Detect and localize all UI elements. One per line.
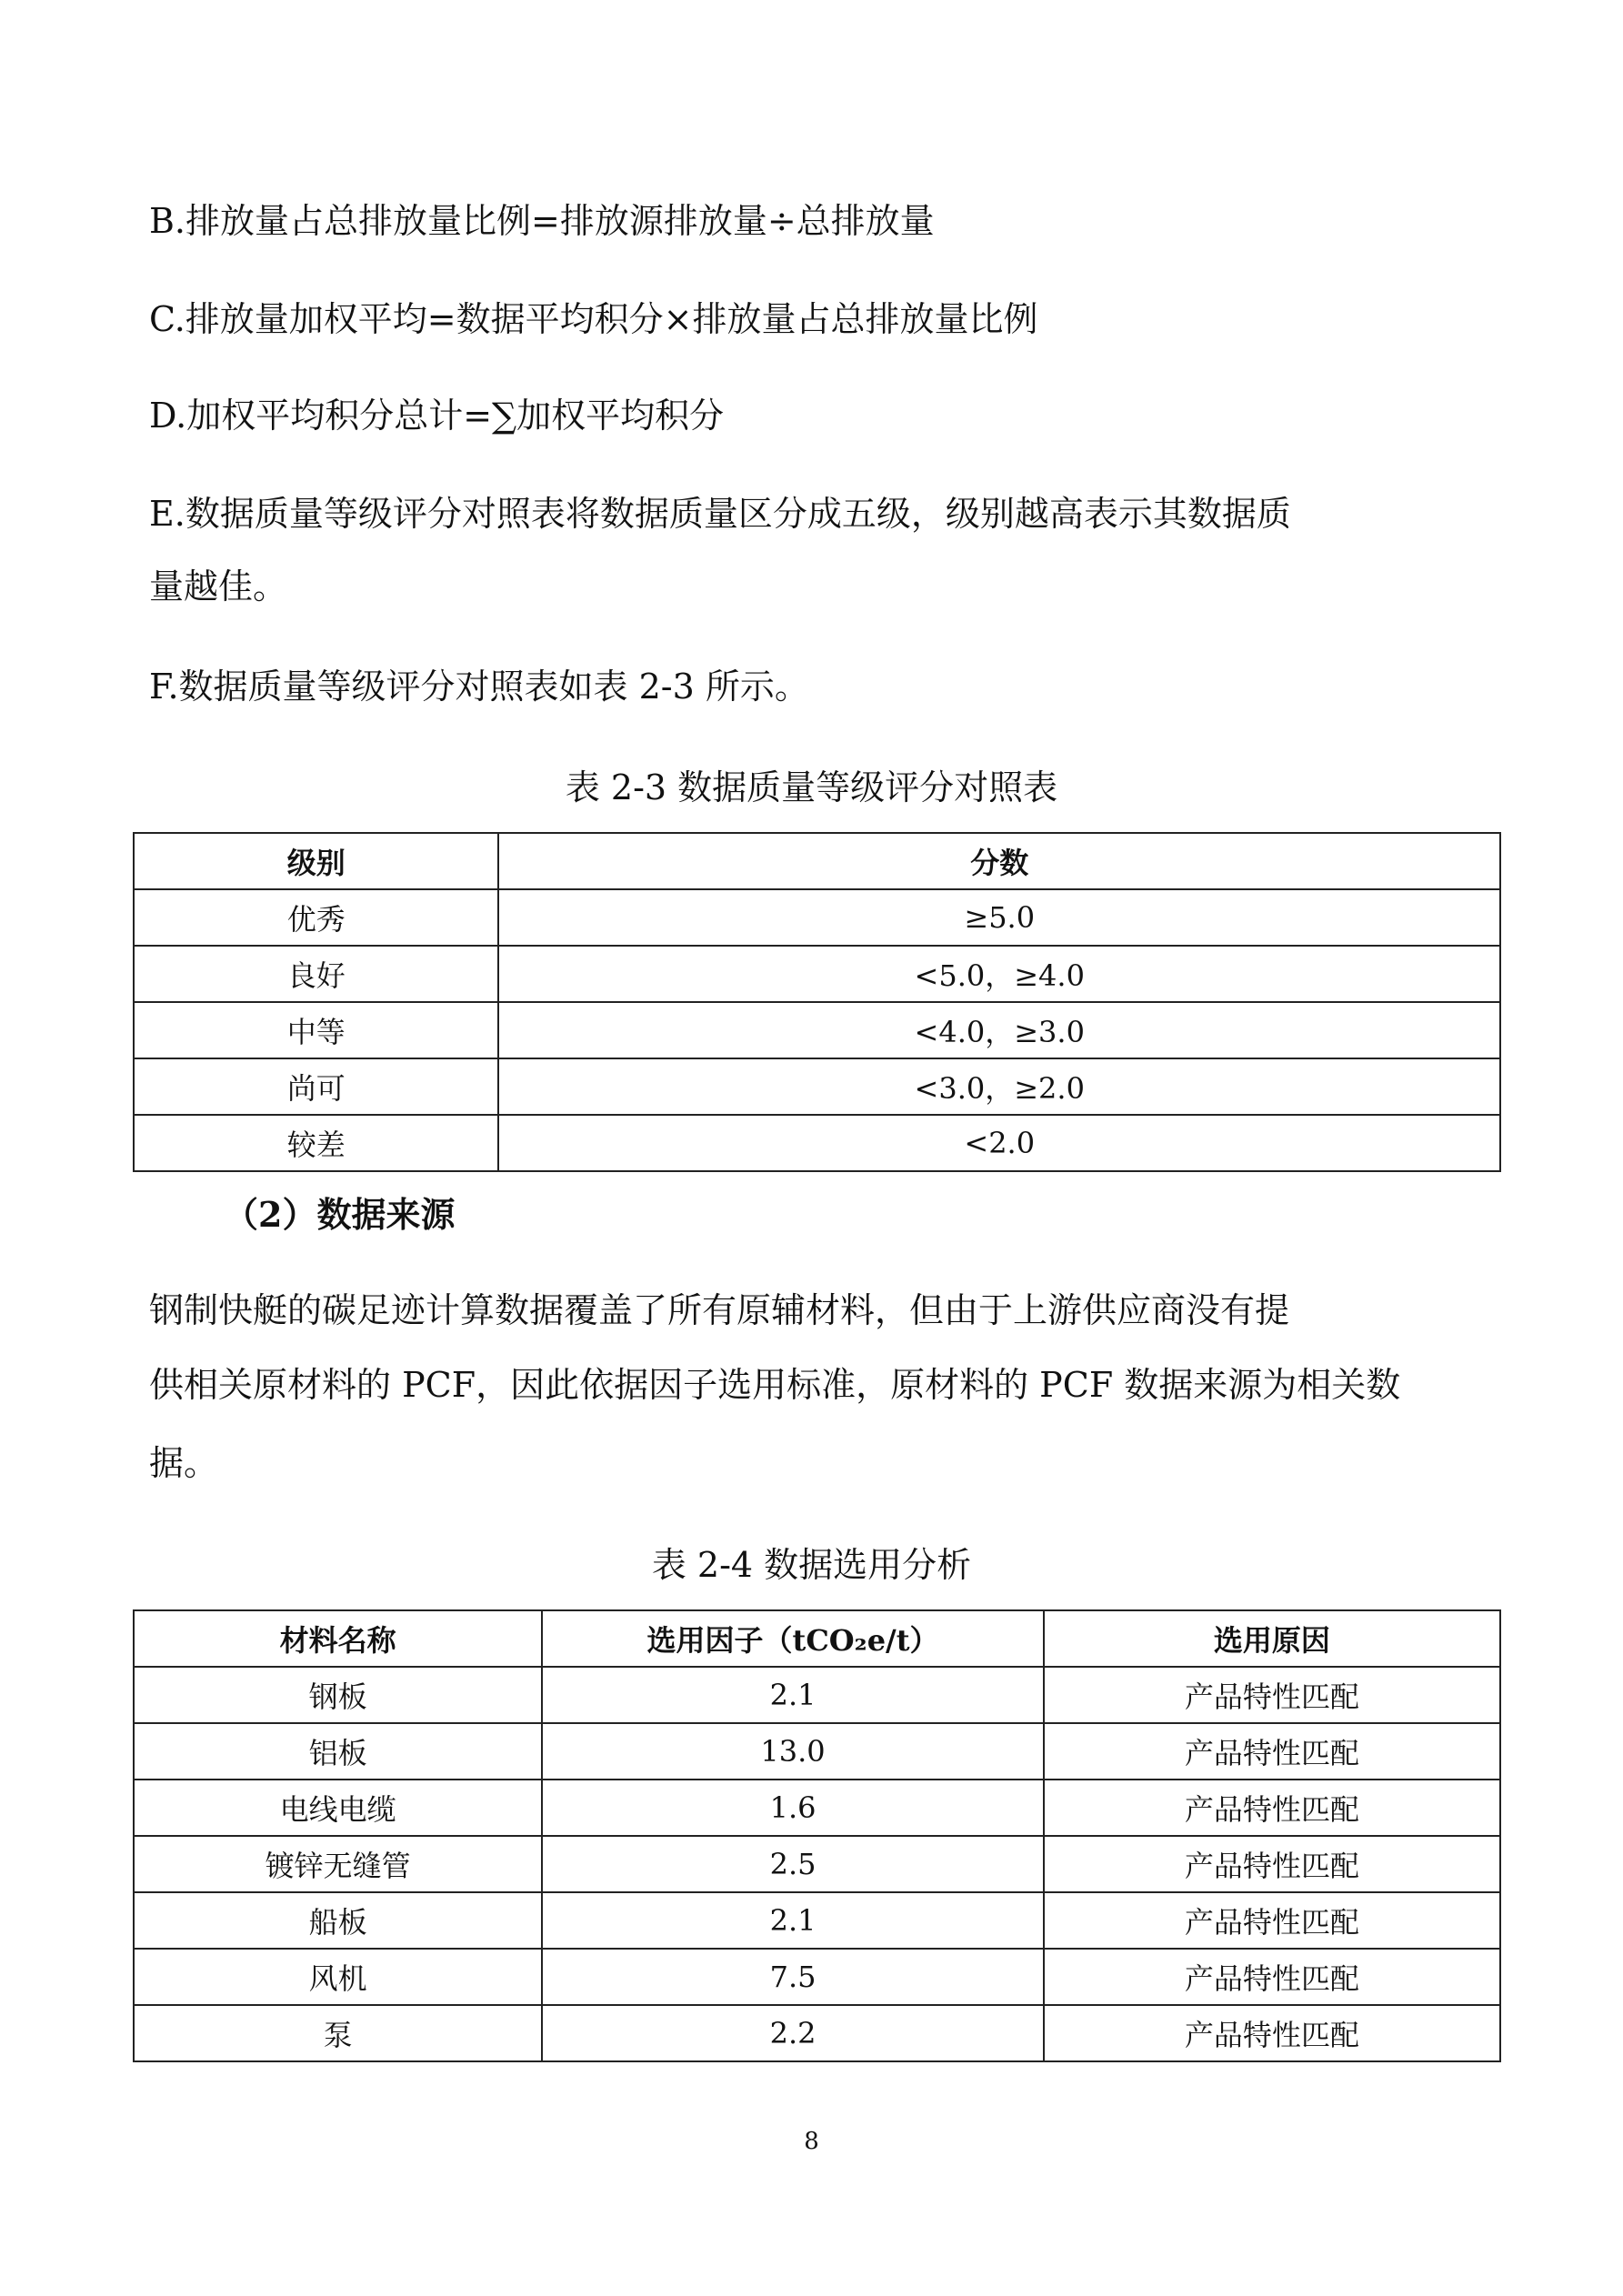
- table-row: [134, 1723, 1500, 1780]
- table-row: [134, 1949, 1500, 2005]
- table1-caption: 表 2-3 数据质量等级评分对照表: [565, 767, 1058, 807]
- material-cell: 镀锌无缝管: [134, 1836, 542, 1892]
- grade-cell: 良好: [134, 946, 498, 1002]
- table-header-row: [134, 1610, 1500, 1667]
- material-cell: 钢板: [134, 1667, 542, 1723]
- table-row: [134, 1667, 1500, 1723]
- paragraph-d: D.加权平均积分总计=∑加权平均积分: [149, 396, 725, 436]
- factor-cell: 1.6: [542, 1780, 1043, 1836]
- page-number: 8: [804, 2128, 819, 2155]
- score-cell: ≥5.0: [498, 889, 1500, 946]
- table-row: [134, 946, 1500, 1002]
- table-header-row: [134, 833, 1500, 889]
- reason-cell: 产品特性匹配: [1044, 2005, 1500, 2061]
- table-row: [134, 1002, 1500, 1058]
- reason-cell: 产品特性匹配: [1044, 1949, 1500, 2005]
- factor-cell: 2.5: [542, 1836, 1043, 1892]
- factor-cell: 13.0: [542, 1723, 1043, 1780]
- table-row: [134, 1892, 1500, 1949]
- table-row: [134, 1836, 1500, 1892]
- table-row: [134, 889, 1500, 946]
- paragraph-e-line1: E.数据质量等级评分对照表将数据质量区分成五级，级别越高表示其数据质: [149, 494, 1291, 534]
- reason-cell: 产品特性匹配: [1044, 1667, 1500, 1723]
- data-selection-table: [133, 1609, 1501, 2062]
- section-line1: 钢制快艇的碳足迹计算数据覆盖了所有原辅材料，但由于上游供应商没有提: [149, 1290, 1290, 1330]
- grade-cell: 尚可: [134, 1058, 498, 1115]
- paragraph-f: F.数据质量等级评分对照表如表 2-3 所示。: [149, 667, 809, 707]
- table-row: [134, 1058, 1500, 1115]
- table2-caption: 表 2-4 数据选用分析: [651, 1545, 972, 1585]
- grade-cell: 中等: [134, 1002, 498, 1058]
- material-cell: 铝板: [134, 1723, 542, 1780]
- table-row: [134, 1115, 1500, 1171]
- factor-cell: 2.1: [542, 1892, 1043, 1949]
- header-factor: 选用因子（tCO₂e/t）: [542, 1610, 1043, 1667]
- reason-cell: 产品特性匹配: [1044, 1892, 1500, 1949]
- table-row: [134, 1780, 1500, 1836]
- score-cell: <5.0，≥4.0: [498, 946, 1500, 1002]
- factor-cell: 2.2: [542, 2005, 1043, 2061]
- section-line2: 供相关原材料的 PCF，因此依据因子选用标准，原材料的 PCF 数据来源为相关数: [149, 1365, 1401, 1405]
- material-cell: 泵: [134, 2005, 542, 2061]
- section-heading: （2）数据来源: [224, 1194, 456, 1235]
- material-cell: 船板: [134, 1892, 542, 1949]
- factor-cell: 7.5: [542, 1949, 1043, 2005]
- header-material: 材料名称: [134, 1610, 542, 1667]
- score-cell: <3.0，≥2.0: [498, 1058, 1500, 1115]
- table-row: [134, 2005, 1500, 2061]
- grade-cell: 优秀: [134, 889, 498, 946]
- paragraph-c: C.排放量加权平均=数据平均积分×排放量占总排放量比例: [149, 299, 1038, 339]
- reason-cell: 产品特性匹配: [1044, 1780, 1500, 1836]
- paragraph-b: B.排放量占总排放量比例=排放源排放量÷总排放量: [149, 201, 935, 241]
- grade-cell: 较差: [134, 1115, 498, 1171]
- section-line3: 据。: [149, 1443, 219, 1483]
- score-cell: <2.0: [498, 1115, 1500, 1171]
- paragraph-e-line2: 量越佳。: [149, 566, 288, 607]
- quality-grade-table: [133, 832, 1501, 1172]
- material-cell: 风机: [134, 1949, 542, 2005]
- factor-cell: 2.1: [542, 1667, 1043, 1723]
- reason-cell: 产品特性匹配: [1044, 1836, 1500, 1892]
- header-score: 分数: [498, 833, 1500, 889]
- header-reason: 选用原因: [1044, 1610, 1500, 1667]
- header-grade: 级别: [134, 833, 498, 889]
- reason-cell: 产品特性匹配: [1044, 1723, 1500, 1780]
- score-cell: <4.0，≥3.0: [498, 1002, 1500, 1058]
- material-cell: 电线电缆: [134, 1780, 542, 1836]
